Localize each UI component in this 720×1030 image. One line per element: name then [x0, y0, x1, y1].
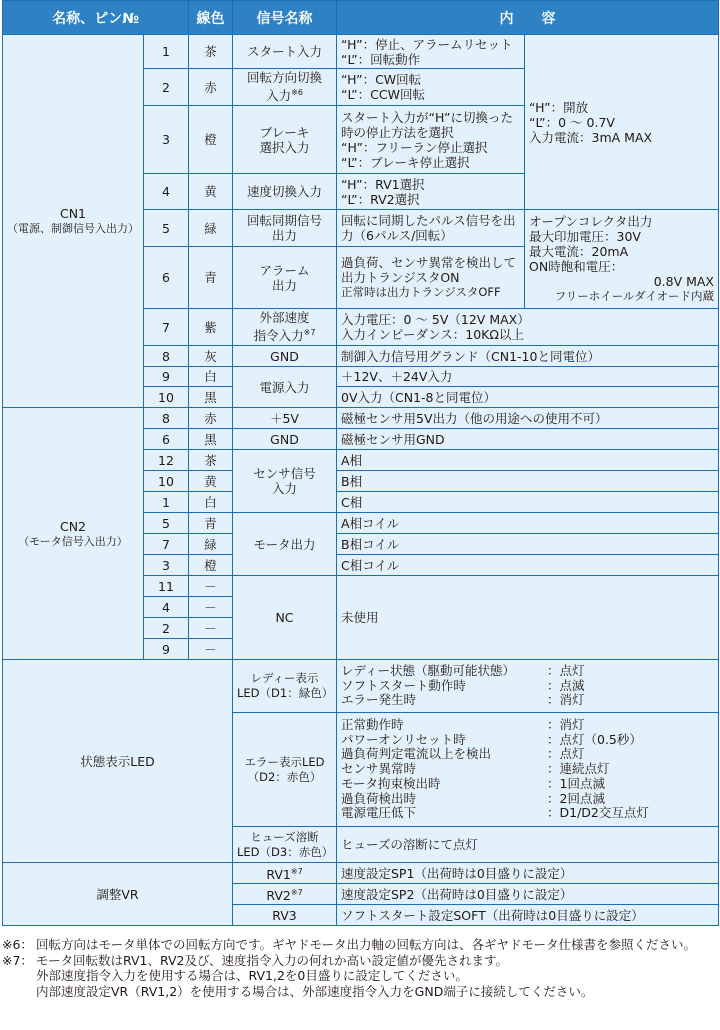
vr-label: RV2: [266, 888, 291, 904]
table-row: [3, 408, 719, 429]
pin-number: 10: [144, 471, 189, 492]
vr-label-cell: [233, 863, 337, 884]
header-content: 内 容: [337, 1, 719, 35]
signal-name-cell: [233, 309, 337, 346]
wire-color: －: [189, 597, 233, 618]
signal-name: アラーム 出力: [233, 247, 337, 309]
vr-content: ソフトスタート設定SOFT（出荷時は0目盛りに設定）: [337, 905, 719, 926]
signal-name: モータ出力: [233, 513, 337, 576]
content-cell: 制御入力信号用グランド（CN1-10と同電位）: [337, 346, 719, 367]
header-wire-color: 線色: [189, 1, 233, 35]
wire-color: 茶: [189, 35, 233, 69]
pin-number: 3: [144, 106, 189, 174]
signal-name: スタート入力: [233, 35, 337, 69]
vr-group-label: 調整VR: [3, 863, 233, 926]
content-cell: 0V入力（CN1-8と同電位）: [337, 387, 719, 408]
output-spec-voltage: 0.8V MAX: [653, 274, 714, 289]
wire-color: 橙: [189, 555, 233, 576]
wire-color: 黒: [189, 429, 233, 450]
signal-name: 外部速度 指令入力: [253, 310, 310, 344]
status-item: エラー発生時: [341, 692, 417, 708]
pin-number: 4: [144, 597, 189, 618]
wire-color: 紫: [189, 309, 233, 346]
led-error-content: [337, 713, 719, 827]
footnote-6: [2, 937, 718, 953]
pin-number: 7: [144, 309, 189, 346]
table-row: [3, 35, 719, 69]
content-cell: 入力電圧：0 ～ 5V（12V MAX） 入力インピーダンス：10KΩ以上: [337, 309, 719, 346]
status-value: ：1回点滅: [547, 775, 605, 791]
footnote-ref: ※7: [290, 887, 303, 897]
led-fuse-label: ヒューズ溶断 LED（D3：赤色）: [233, 827, 337, 863]
status-item: 電源電圧低下: [341, 805, 417, 821]
output-spec-cell: [525, 210, 719, 309]
pin-number: 9: [144, 367, 189, 387]
status-item: ソフトスタート動作時: [341, 677, 466, 693]
status-item: レディー状態（駆動可能状態）: [341, 662, 516, 678]
output-spec: オープンコレクタ出力 最大印加電圧：30V 最大電流：20mA ON時飽和電圧：: [529, 214, 653, 274]
led-group-label: 状態表示LED: [3, 660, 233, 863]
header-row: [3, 1, 719, 35]
signal-name-cell: [233, 69, 337, 106]
signal-name: ブレーキ 選択入力: [233, 106, 337, 174]
status-item: 過負荷判定電流以上を検出: [341, 746, 492, 762]
led-error-label: エラー表示LED （D2：赤色）: [233, 713, 337, 827]
vr-label: RV1: [266, 867, 291, 883]
header-name: 名称、ピン№: [3, 1, 189, 35]
footnote-ref: ※6: [291, 88, 303, 98]
status-item: モータ拘束検出時: [341, 775, 441, 791]
status-value: ：消灯: [547, 692, 585, 708]
pin-number: 8: [144, 346, 189, 367]
pin-number: 3: [144, 555, 189, 576]
status-value: ：点灯（0.5秒）: [547, 731, 642, 747]
content-cell: “H”：CW回転 “L”：CCW回転: [337, 69, 525, 106]
alarm-content-small: 正常時は出力トランジスタOFF: [341, 285, 501, 299]
led-ready-content: [337, 660, 719, 713]
vr-content: 速度設定SP2（出荷時は0目盛りに設定）: [337, 884, 719, 905]
pin-number: 9: [144, 639, 189, 660]
pin-number: 5: [144, 513, 189, 534]
vr-label-cell: [233, 884, 337, 905]
signal-name: ＋5V: [233, 408, 337, 429]
cn1-group-label: [3, 35, 144, 408]
wire-color: 赤: [189, 69, 233, 106]
signal-name: 電源入力: [233, 367, 337, 408]
status-item: センサ異常時: [341, 761, 417, 777]
content-cell: B相コイル: [337, 534, 719, 555]
led-ready-list: [341, 664, 714, 708]
vr-label: RV3: [272, 907, 297, 923]
footnote-ref: ※7: [303, 328, 316, 338]
wire-color: 青: [189, 513, 233, 534]
signal-name: 回転方向切換 入力: [246, 70, 322, 104]
pin-number: 11: [144, 576, 189, 597]
led-ready-label: レディー表示 LED（D1：緑色）: [233, 660, 337, 713]
signal-name: NC: [233, 576, 337, 660]
pin-number: 7: [144, 534, 189, 555]
wire-color: 緑: [189, 534, 233, 555]
vr-label-cell: [233, 905, 337, 926]
content-cell: A相: [337, 450, 719, 471]
pin-number: 8: [144, 408, 189, 429]
pin-number: 4: [144, 174, 189, 210]
signal-name: GND: [233, 346, 337, 367]
table-row: [3, 863, 719, 884]
status-value: ：消灯: [547, 716, 585, 732]
content-cell: C相: [337, 492, 719, 513]
content-cell: 未使用: [337, 576, 719, 660]
status-item: パワーオンリセット時: [341, 731, 466, 747]
wire-color: 茶: [189, 450, 233, 471]
vr-content: 速度設定SP1（出荷時は0目盛りに設定）: [337, 863, 719, 884]
cn1-sub: （電源、制御信号入出力）: [7, 222, 139, 235]
cn2-group-label: [3, 408, 144, 660]
signal-name: 速度切換入力: [233, 174, 337, 210]
alarm-content: 過負荷、センサ異常を検出して出力トランジスタON: [341, 255, 517, 285]
wire-color: －: [189, 639, 233, 660]
pin-number: 1: [144, 492, 189, 513]
wire-color: －: [189, 576, 233, 597]
output-spec-diode: フリーホイールダイオード内蔵: [554, 289, 714, 303]
content-cell: ＋12V、＋24V入力: [337, 367, 719, 387]
status-value: ：2回点滅: [547, 790, 605, 806]
status-value: ：連続点灯: [547, 761, 610, 777]
content-cell: 磁極センサ用5V出力（他の用途への使用不可）: [337, 408, 719, 429]
header-signal-name: 信号名称: [233, 1, 337, 35]
footnote-text: モータ回転数はRV1、RV2及び、速度指令入力の何れか高い設定値が優先されます。 外部速度指令入力を使用する場合は、RV1,2を0目盛りに設定してください。 内部速度設定VR（RV1,2）を使用する場合は、外部速度指令入力をGND端子に接続してください。: [36, 952, 594, 999]
wire-color: 灰: [189, 346, 233, 367]
content-cell: スタート入力が“H”に切換った時の停止方法を選択 “H”：フリーラン停止選択 “L”：ブレーキ停止選択: [337, 106, 525, 174]
footnote-mark: ※7：: [2, 952, 33, 968]
cn2-name: CN2: [59, 518, 87, 534]
footnote-7: [2, 953, 718, 1000]
content-cell: 磁極センサ用GND: [337, 429, 719, 450]
pin-number: 2: [144, 618, 189, 639]
status-item: 過負荷検出時: [341, 790, 417, 806]
pin-number: 6: [144, 429, 189, 450]
table-row: [3, 660, 719, 713]
content-cell: “H”：RV1選択 “L”：RV2選択: [337, 174, 525, 210]
content-cell: [337, 247, 525, 309]
content-cell: B相: [337, 471, 719, 492]
pin-number: 5: [144, 210, 189, 247]
status-value: ：点灯: [547, 662, 585, 678]
status-value: ：点滅: [547, 677, 585, 693]
cn2-sub: （モータ信号入出力）: [18, 534, 128, 548]
wire-color: 黄: [189, 174, 233, 210]
spec-table: [2, 0, 719, 926]
content-cell: 回転に同期したパルス信号を出力（6パルス/回転）: [337, 210, 525, 247]
wire-color: －: [189, 618, 233, 639]
wire-color: 赤: [189, 408, 233, 429]
wire-color: 橙: [189, 106, 233, 174]
pin-number: 1: [144, 35, 189, 69]
wire-color: 緑: [189, 210, 233, 247]
input-spec: “H”：開放 “L”：0 ～ 0.7V 入力電流：3mA MAX: [525, 35, 719, 210]
content-cell: “H”：停止、アラームリセット “L”：回転動作: [337, 35, 525, 69]
signal-name: 回転同期信号 出力: [233, 210, 337, 247]
cn1-name: CN1: [59, 206, 87, 221]
pin-number: 2: [144, 69, 189, 106]
wire-color: 青: [189, 247, 233, 309]
footnote-mark: ※6：: [2, 937, 33, 952]
content-cell: A相コイル: [337, 513, 719, 534]
signal-name: センサ信号 入力: [233, 450, 337, 513]
pin-number: 10: [144, 387, 189, 408]
pin-number: 6: [144, 247, 189, 309]
wire-color: 白: [189, 367, 233, 387]
signal-name: GND: [233, 429, 337, 450]
footnotes: [2, 937, 718, 999]
footnote-ref: ※7: [290, 866, 303, 876]
content-cell: C相コイル: [337, 555, 719, 576]
led-fuse-content: ヒューズの溶断にて点灯: [337, 827, 719, 863]
status-value: ：点灯: [547, 746, 585, 762]
wire-color: 黒: [189, 387, 233, 408]
led-error-list: [341, 718, 714, 822]
footnote-text: 回転方向はモータ単体での回転方向です。ギヤドモータ出力軸の回転方向は、各ギヤドモータ仕様書を参照ください。: [36, 937, 697, 952]
wire-color: 白: [189, 492, 233, 513]
status-value: ：D1/D2交互点灯: [547, 805, 649, 821]
status-item: 正常動作時: [341, 716, 404, 732]
pin-number: 12: [144, 450, 189, 471]
wire-color: 黄: [189, 471, 233, 492]
